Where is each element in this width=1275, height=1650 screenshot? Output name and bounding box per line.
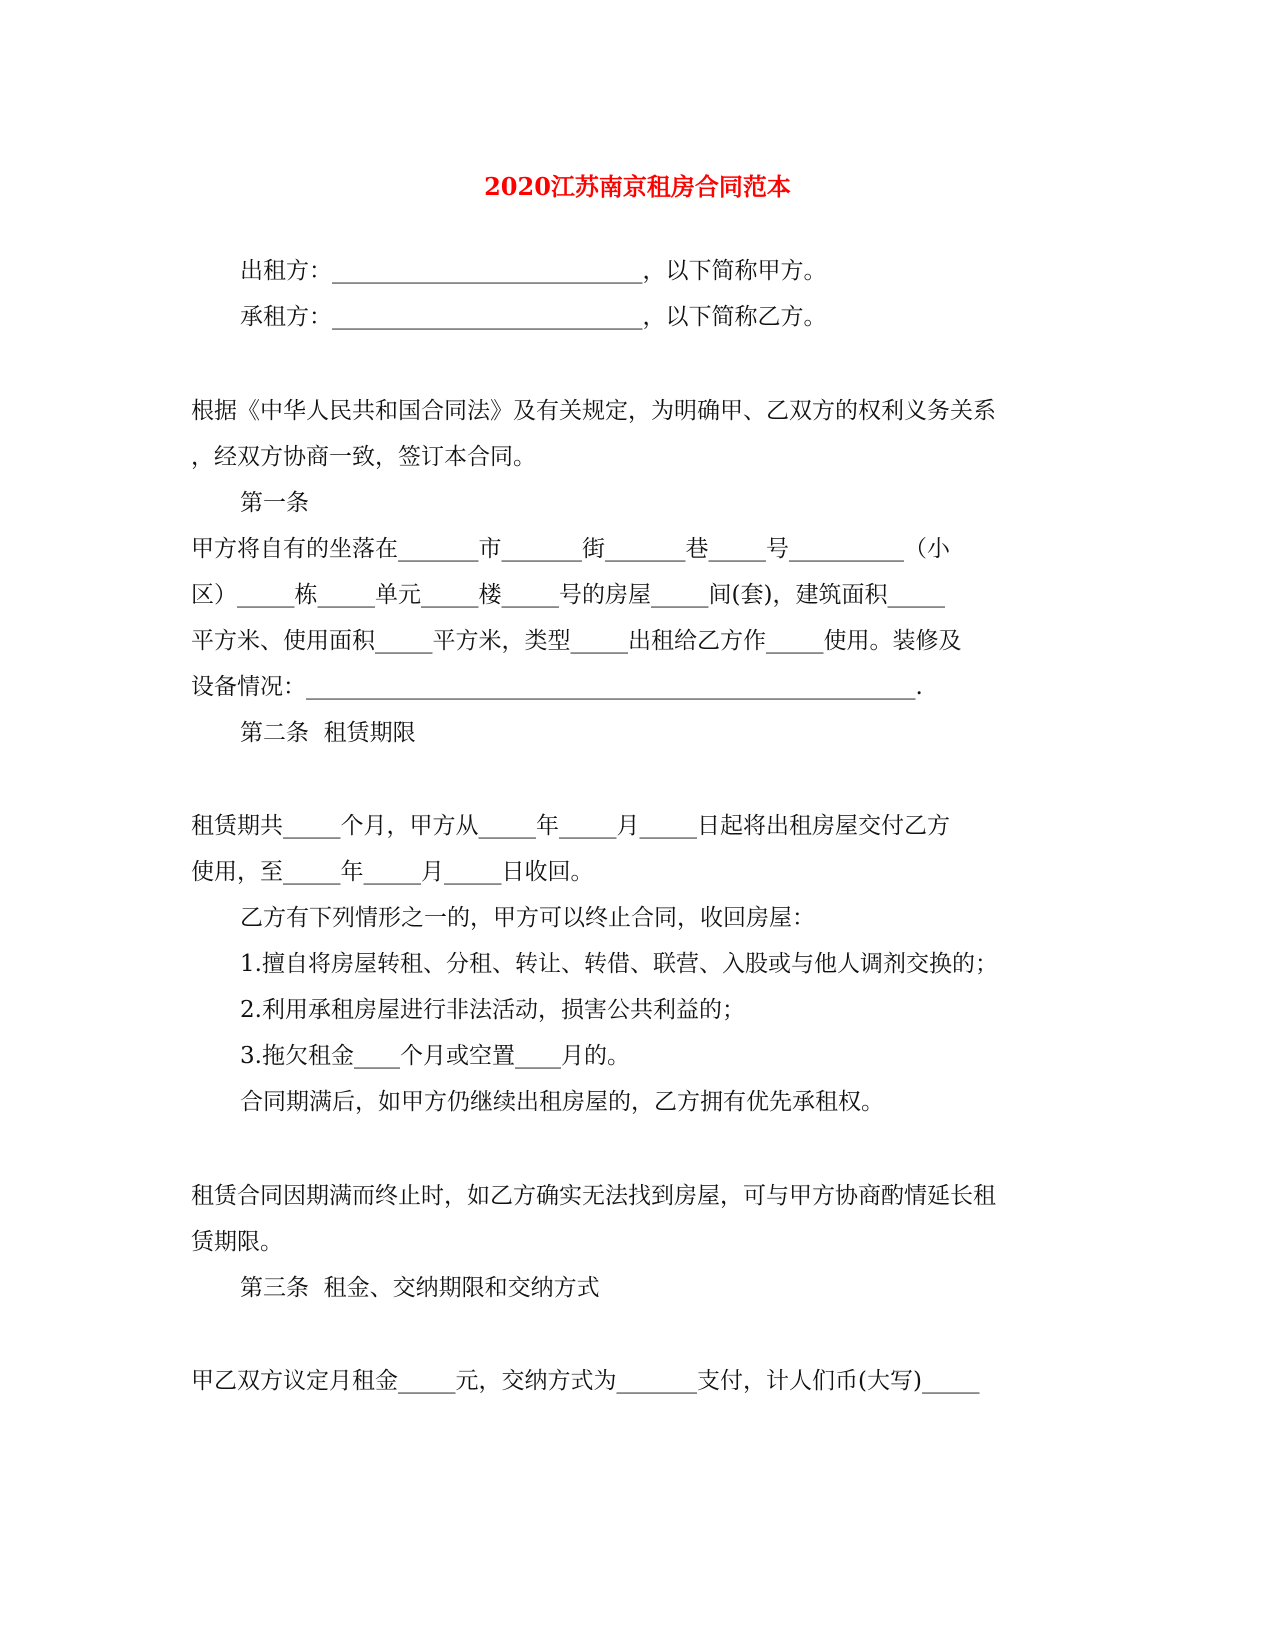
article-1-line-4: 设备情况：_____________________________________________________. <box>191 674 923 700</box>
rent-line-1: 甲乙双方议定月租金_____元，交纳方式为_______支付，计人们币(大写)_____ <box>191 1368 980 1394</box>
lease-term-line-2: 使用，至_____年_____月_____日收回。 <box>191 859 594 885</box>
termination-item-1: 1.擅自将房屋转租、分租、转让、转借、联营、入股或与他人调剂交换的； <box>240 951 998 977</box>
renewal-priority-line: 合同期满后，如甲方仍继续出租房屋的，乙方拥有优先承租权。 <box>240 1089 884 1115</box>
article-1-heading: 第一条 <box>240 490 309 516</box>
termination-item-2: 2.利用承租房屋进行非法活动，损害公共利益的； <box>240 997 745 1023</box>
article-1-line-1: 甲方将自有的坐落在_______市_______街_______巷_____号__________（小 <box>191 536 950 562</box>
article-2-heading: 第二条 租赁期限 <box>240 720 416 746</box>
document-title: 2020江苏南京租房合同范本 <box>484 172 791 201</box>
lessor-line: 出租方：___________________________，以下简称甲方。 <box>240 258 827 284</box>
termination-item-3: 3.拖欠租金____个月或空置____月的。 <box>240 1043 630 1069</box>
preamble-line-2: ，经双方协商一致，签订本合同。 <box>191 444 536 470</box>
extension-line-2: 赁期限。 <box>191 1229 283 1255</box>
lessee-line: 承租方：___________________________，以下简称乙方。 <box>240 304 827 330</box>
termination-intro: 乙方有下列情形之一的，甲方可以终止合同，收回房屋： <box>240 905 815 931</box>
article-3-heading: 第三条 租金、交纳期限和交纳方式 <box>240 1275 600 1301</box>
article-1-line-2: 区）_____栋_____单元_____楼_____号的房屋_____间(套)，建筑面积_____ <box>191 582 945 608</box>
lease-term-line-1: 租赁期共_____个月，甲方从_____年_____月_____日起将出租房屋交付乙方 <box>191 813 950 839</box>
article-1-line-3: 平方米、使用面积_____平方米，类型_____出租给乙方作_____使用。装修及 <box>191 628 962 654</box>
extension-line-1: 租赁合同因期满而终止时，如乙方确实无法找到房屋，可与甲方协商酌情延长租 <box>191 1183 996 1209</box>
preamble-line-1: 根据《中华人民共和国合同法》及有关规定，为明确甲、乙双方的权利义务关系 <box>191 398 996 424</box>
